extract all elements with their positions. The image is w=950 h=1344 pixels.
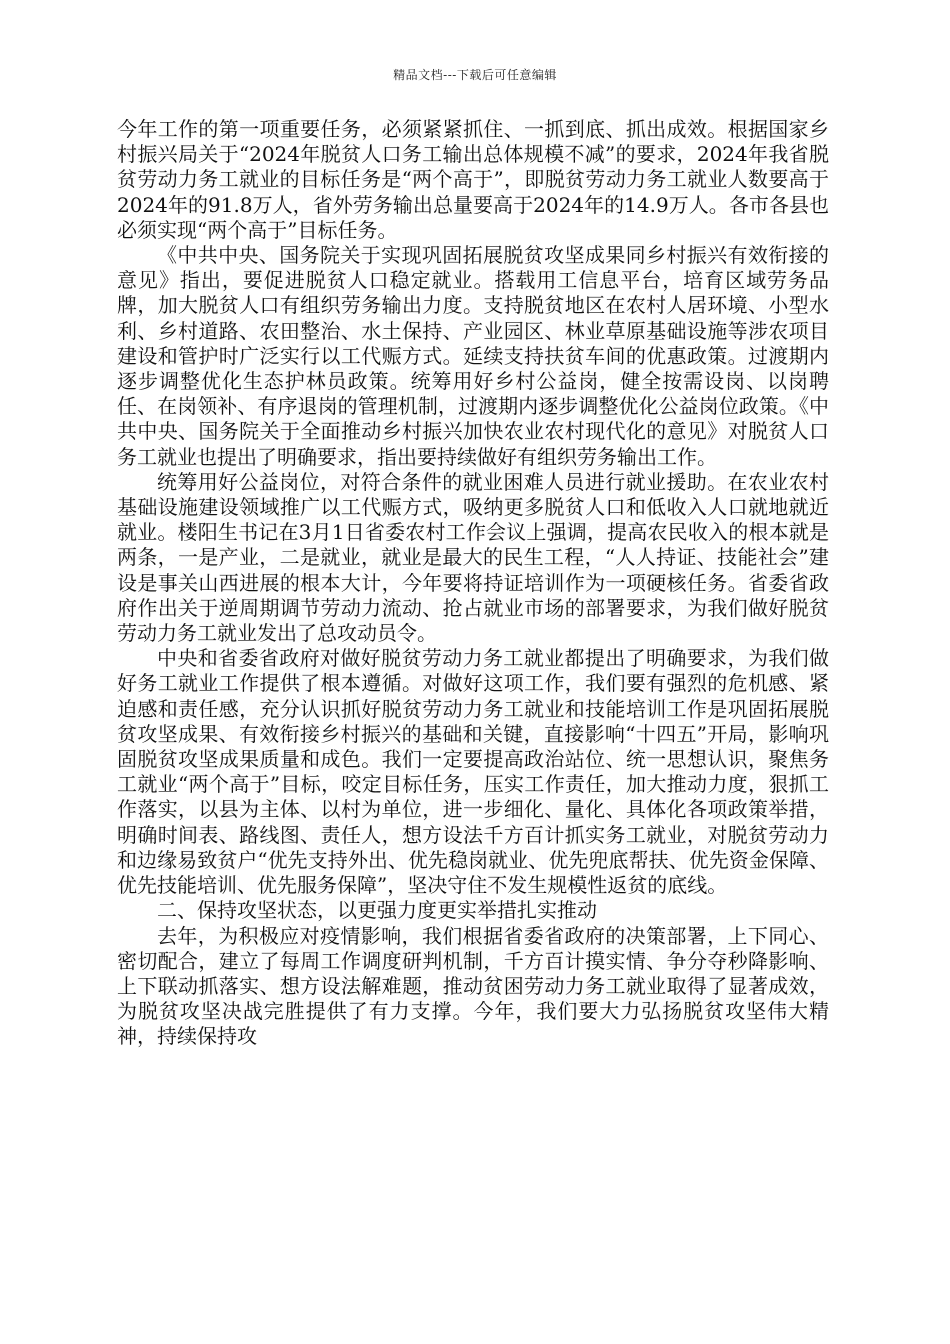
paragraph-5: 去年，为积极应对疫情影响，我们根据省委省政府的决策部署，上下同心、密切配合，建立了每周工作调度研判机制，千方百计摸实情、争分夺秒降影响、上下联动抓落实、想方设法解难题，推动贫困劳动力务工就业取得了显著成效，为脱贫攻坚决战完胜提供了有力支撑。今年，我们要大力弘扬脱贫攻坚伟大精神，持续保持攻	[117, 923, 829, 1049]
paragraph-2: 《中共中央、国务院关于实现巩固拓展脱贫攻坚成果同乡村振兴有效衔接的意见》指出，要促进脱贫人口稳定就业。搭载用工信息平台，培育区域劳务品牌，加大脱贫人口有组织劳务输出力度。支持脱贫地区在农村人居环境、小型水利、乡村道路、农田整治、水土保持、产业园区、林业草原基础设施等涉农项目建设和管护时广泛实行以工代赈方式。延续支持扶贫车间的优惠政策。过渡期内逐步调整优化生态护林员政策。统筹用好乡村公益岗，健全按需设岗、以岗聘任、在岗领补、有序退岗的管理机制，过渡期内逐步调整优化公益岗位政策。《中共中央、国务院关于全面推动乡村振兴加快农业农村现代化的意见》对脱贫人口务工就业也提出了明确要求，指出要持续做好有组织劳务输出工作。	[117, 243, 829, 469]
paragraph-4: 中央和省委省政府对做好脱贫劳动力务工就业都提出了明确要求，为我们做好务工就业工作提供了根本遵循。对做好这项工作，我们要有强烈的危机感、紧迫感和责任感，充分认识抓好脱贫劳动力务工就业和技能培训工作是巩固拓展脱贫攻坚成果、有效衔接乡村振兴的基础和关键，直接影响“十四五”开局，影响巩固脱贫攻坚成果质量和成色。我们一定要提高政治站位、统一思想认识，聚焦务工就业“两个高于”目标，咬定目标任务，压实工作责任，加大推动力度，狠抓工作落实，以县为主体、以村为单位，进一步细化、量化、具体化各项政策举措，明确时间表、路线图、责任人，想方设法千方百计抓实务工就业，对脱贫劳动力和边缘易致贫户“优先支持外出、优先稳岗就业、优先兜底帮扶、优先资金保障、优先技能培训、优先服务保障”，坚决守住不发生规模性返贫的底线。	[117, 646, 829, 898]
page-header: 精品文档---下载后可任意编辑	[393, 68, 557, 82]
section-heading: 二、保持攻坚状态，以更强力度更实举措扎实推动	[157, 898, 597, 923]
document-body	[117, 117, 829, 1050]
paragraph-1: 今年工作的第一项重要任务，必须紧紧抓住、一抓到底、抓出成效。根据国家乡村振兴局关于“2024年脱贫人口务工输出总体规模不减”的要求，2024年我省脱贫劳动力务工就业的目标任务是“两个高于”，即脱贫劳动力务工就业人数要高于2024年的91.8万人，省外劳务输出总量要高于2024年的14.9万人。各市各县也必须实现“两个高于”目标任务。	[117, 117, 829, 242]
paragraph-3: 统筹用好公益岗位，对符合条件的就业困难人员进行就业援助。在农业农村基础设施建设领域推广以工代赈方式，吸纳更多脱贫人口和低收入人口就地就近就业。楼阳生书记在3月1日省委农村工作会议上强调，提高农民收入的根本就是两条，一是产业，二是就业，就业是最大的民生工程，“人人持证、技能社会”建设是事关山西进展的根本大计，今年要将持证培训作为一项硬核任务。省委省政府作出关于逆周期调节劳动力流动、抢占就业市场的部署要求，为我们做好脱贫劳动力务工就业发出了总攻动员令。	[117, 469, 829, 646]
